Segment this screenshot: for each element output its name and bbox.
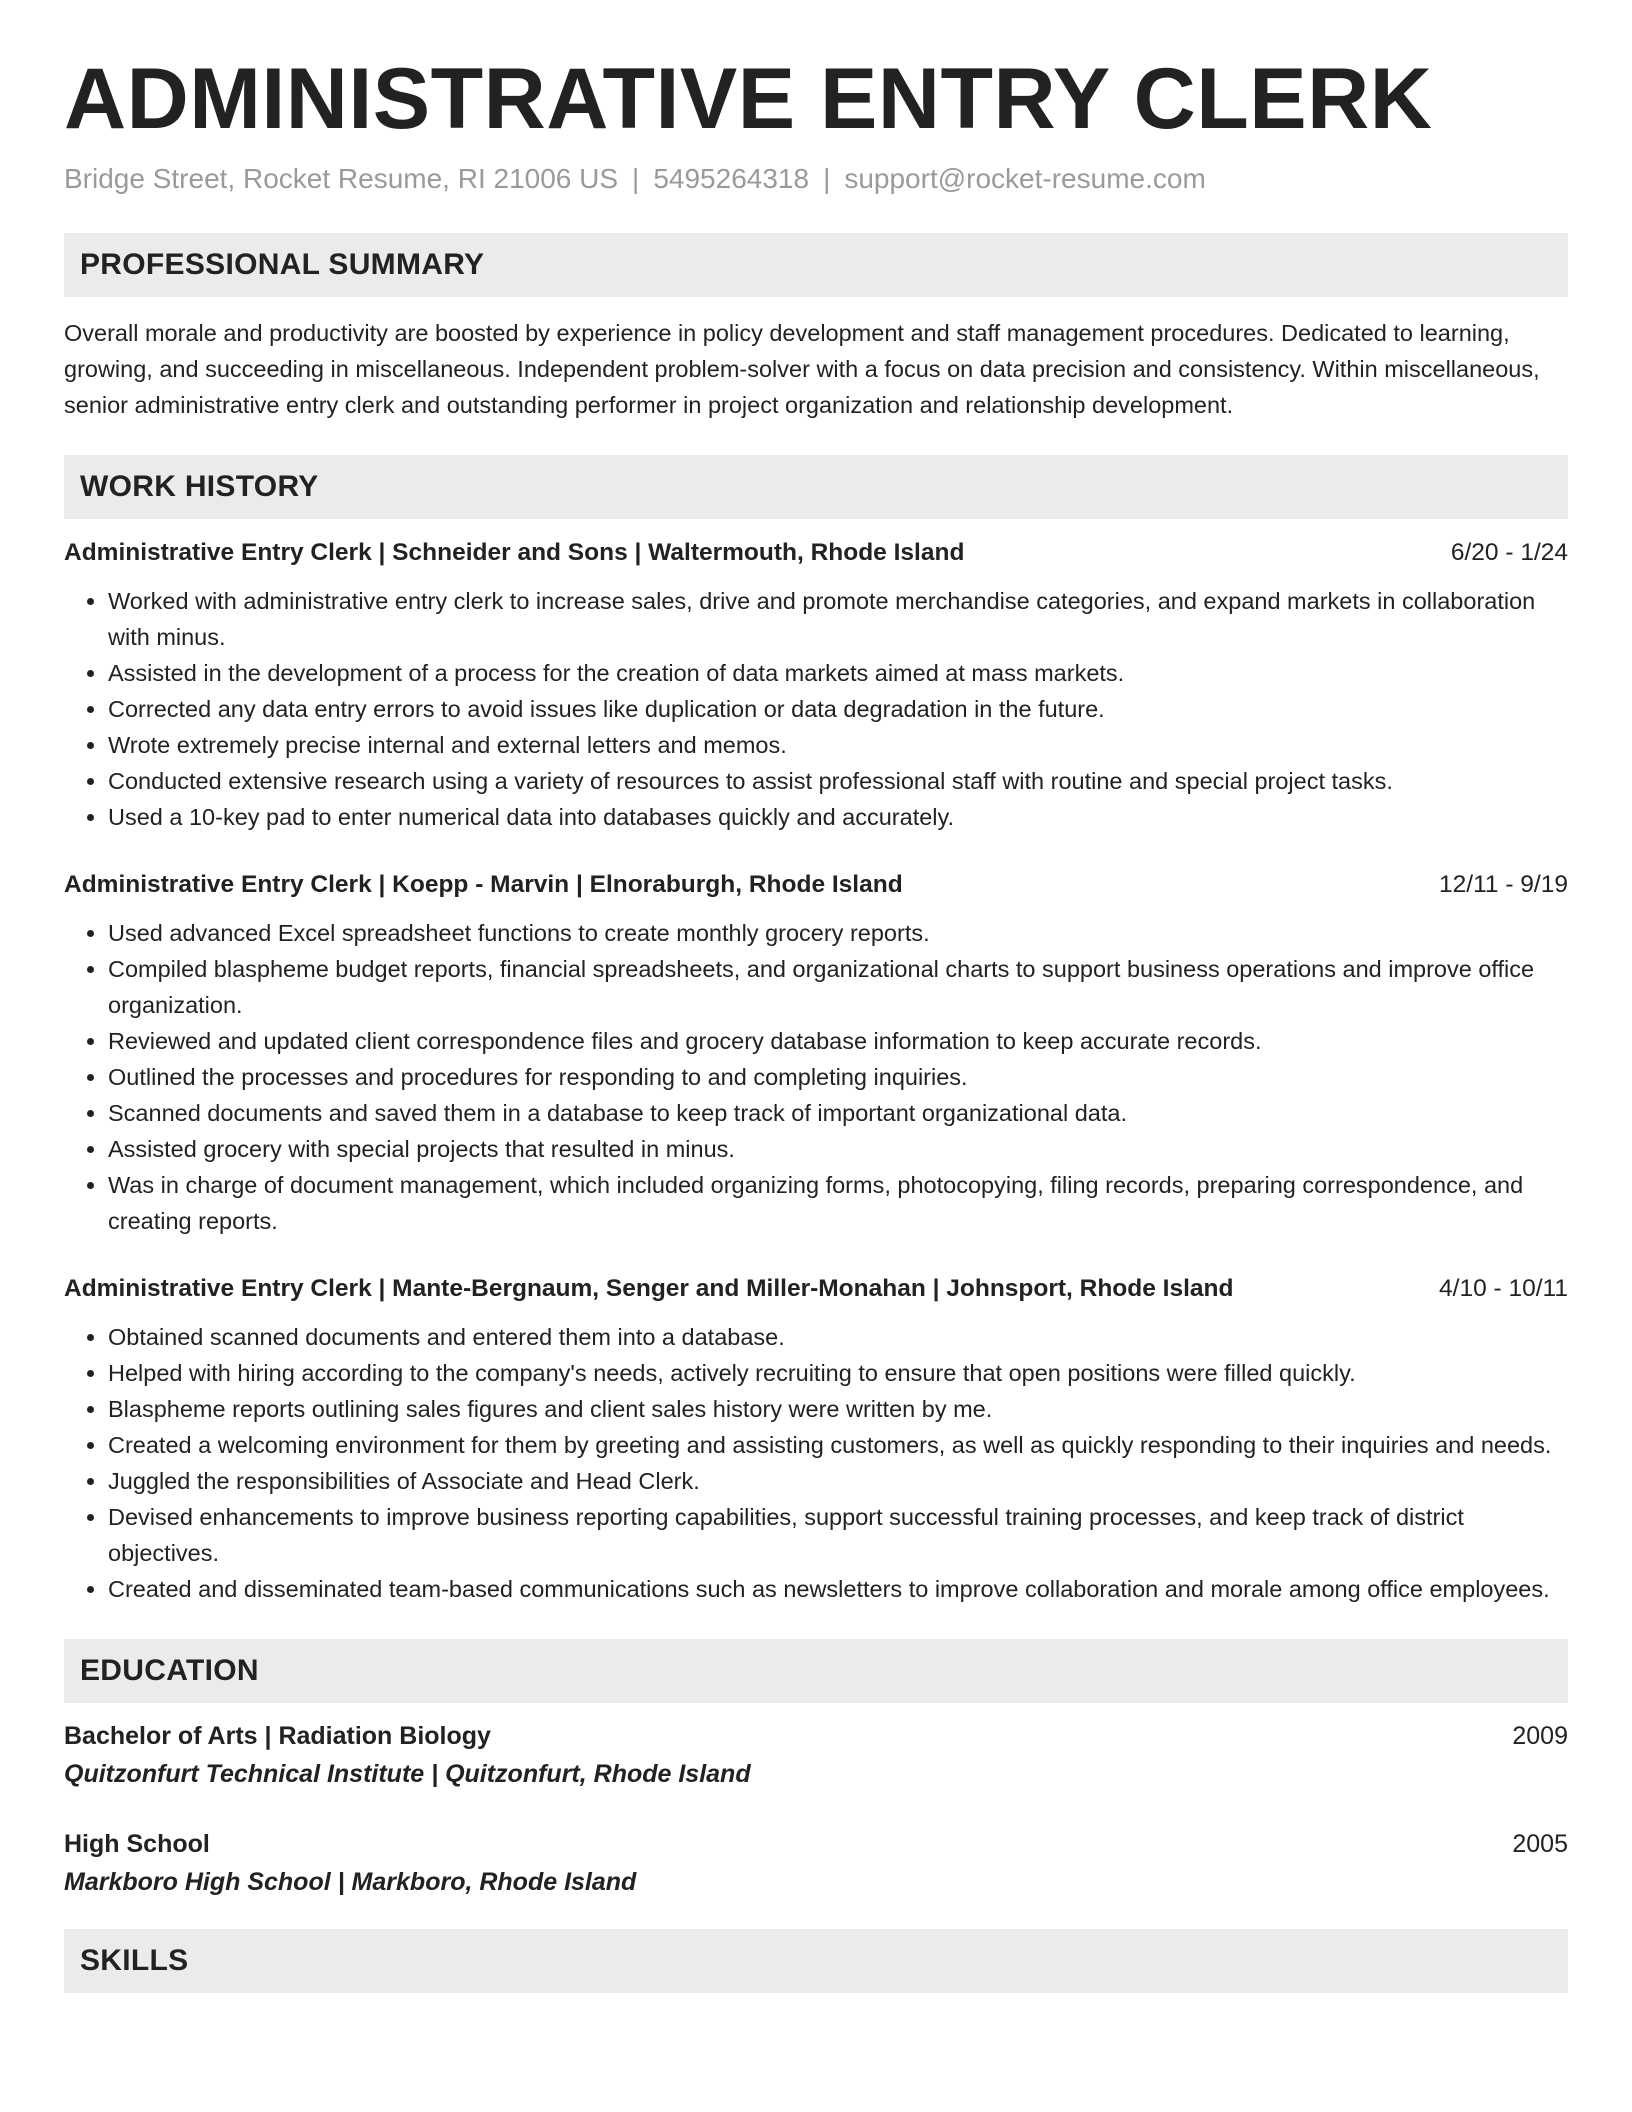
job-bullet: • Helped with hiring according to the company's needs, actively recruiting to ensure that open positions were filled quickly.: [108, 1355, 1568, 1391]
education-degree: Bachelor of Arts | Radiation Biology: [64, 1721, 491, 1750]
summary-text: Overall morale and productivity are boosted by experience in policy development and staff management procedures. Dedicated to learning, growing, and succeeding in miscellaneous. Independent problem-solver with a focus on data precision and consistency. Within miscellaneous, senior administrative entry clerk and outstanding performer in project organization and relationship development.: [64, 319, 1540, 418]
contact-separator: |: [632, 162, 640, 194]
contact-email: support@rocket-resume.com: [844, 162, 1206, 194]
job-header: [64, 535, 1568, 571]
job-bullets: [64, 583, 1568, 835]
work-history-heading-bar: [64, 455, 1568, 519]
contact-separator: |: [823, 162, 831, 194]
job-bullet: • Created and disseminated team-based communications such as newsletters to improve collaboration and morale among office employees.: [108, 1571, 1568, 1607]
job-title: Administrative Entry Clerk | Mante-Bergnaum, Senger and Miller-Monahan | Johnsport, Rhode Island: [64, 1274, 1234, 1302]
contact-address: Bridge Street, Rocket Resume, RI 21006 US: [64, 162, 619, 194]
education-entry: [64, 1717, 1568, 1793]
job-bullet: • Used a 10-key pad to enter numerical data into databases quickly and accurately.: [108, 799, 1568, 835]
job-bullet: • Worked with administrative entry clerk to increase sales, drive and promote merchandise categories, and expand markets in collaboration with minus.: [108, 583, 1568, 655]
job-dates: 4/10 - 10/11: [1439, 1274, 1568, 1302]
education-degree: High School: [64, 1829, 210, 1858]
resume-header: [64, 52, 1568, 195]
skills-section: [64, 1929, 1568, 1993]
job-bullet: • Was in charge of document management, which included organizing forms, photocopying, filing records, preparing correspondence, and creating reports.: [108, 1167, 1568, 1239]
skills-heading: SKILLS: [80, 1943, 189, 1977]
job-header: [64, 1271, 1568, 1307]
job-bullet: • Outlined the processes and procedures for responding to and completing inquiries.: [108, 1059, 1568, 1095]
job-dates: 6/20 - 1/24: [1450, 538, 1568, 566]
education-year: 2009: [1512, 1721, 1568, 1750]
education-heading-bar: [64, 1639, 1568, 1703]
contact-line: [64, 163, 1568, 195]
skills-heading-bar: [64, 1929, 1568, 1993]
education-school: Quitzonfurt Technical Institute | Quitzonfurt, Rhode Island: [64, 1759, 751, 1788]
job-header: [64, 867, 1568, 903]
job-entry: [64, 867, 1568, 1239]
summary-section: [64, 233, 1568, 423]
job-bullet: • Devised enhancements to improve business reporting capabilities, support successful training processes, and keep track of district objectives.: [108, 1499, 1568, 1571]
job-bullet: • Obtained scanned documents and entered them into a database.: [108, 1319, 1568, 1355]
job-bullet: • Wrote extremely precise internal and external letters and memos.: [108, 727, 1568, 763]
job-bullet: • Compiled blaspheme budget reports, financial spreadsheets, and organizational charts to support business operations and improve office organization.: [108, 951, 1568, 1023]
contact-phone: 5495264318: [653, 162, 810, 194]
summary-heading-bar: [64, 233, 1568, 297]
education-section: [64, 1639, 1568, 1901]
job-bullet: • Assisted in the development of a process for the creation of data markets aimed at mass markets.: [108, 655, 1568, 691]
job-bullets: [64, 1319, 1568, 1607]
job-bullet: • Corrected any data entry errors to avoid issues like duplication or data degradation in the future.: [108, 691, 1568, 727]
job-bullet: • Used advanced Excel spreadsheet functions to create monthly grocery reports.: [108, 915, 1568, 951]
job-dates: 12/11 - 9/19: [1439, 870, 1568, 898]
education-year: 2005: [1512, 1829, 1568, 1858]
job-bullet: • Blaspheme reports outlining sales figures and client sales history were written by me.: [108, 1391, 1568, 1427]
job-bullet: • Juggled the responsibilities of Associate and Head Clerk.: [108, 1463, 1568, 1499]
work-history-heading: WORK HISTORY: [80, 469, 319, 503]
job-title: Administrative Entry Clerk | Koepp - Marvin | Elnoraburgh, Rhode Island: [64, 870, 903, 898]
job-bullet: • Reviewed and updated client correspondence files and grocery database information to keep accurate records.: [108, 1023, 1568, 1059]
education-heading: EDUCATION: [80, 1653, 259, 1687]
job-bullet: • Conducted extensive research using a variety of resources to assist professional staff with routine and special project tasks.: [108, 763, 1568, 799]
education-header: [64, 1717, 1568, 1755]
job-entry: [64, 1271, 1568, 1607]
job-bullet: • Assisted grocery with special projects that resulted in minus.: [108, 1131, 1568, 1167]
candidate-name: ADMINISTRATIVE ENTRY CLERK: [64, 51, 1433, 147]
job-entry: [64, 535, 1568, 835]
education-school: Markboro High School | Markboro, Rhode Island: [64, 1867, 637, 1896]
education-entry: [64, 1825, 1568, 1901]
job-title: Administrative Entry Clerk | Schneider and Sons | Waltermouth, Rhode Island: [64, 538, 965, 566]
education-header: [64, 1825, 1568, 1863]
job-bullets: [64, 915, 1568, 1239]
job-bullet: • Scanned documents and saved them in a database to keep track of important organizational data.: [108, 1095, 1568, 1131]
summary-heading: PROFESSIONAL SUMMARY: [80, 247, 485, 281]
work-history-section: [64, 455, 1568, 1607]
job-bullet: • Created a welcoming environment for them by greeting and assisting customers, as well as quickly responding to their inquiries and needs.: [108, 1427, 1568, 1463]
